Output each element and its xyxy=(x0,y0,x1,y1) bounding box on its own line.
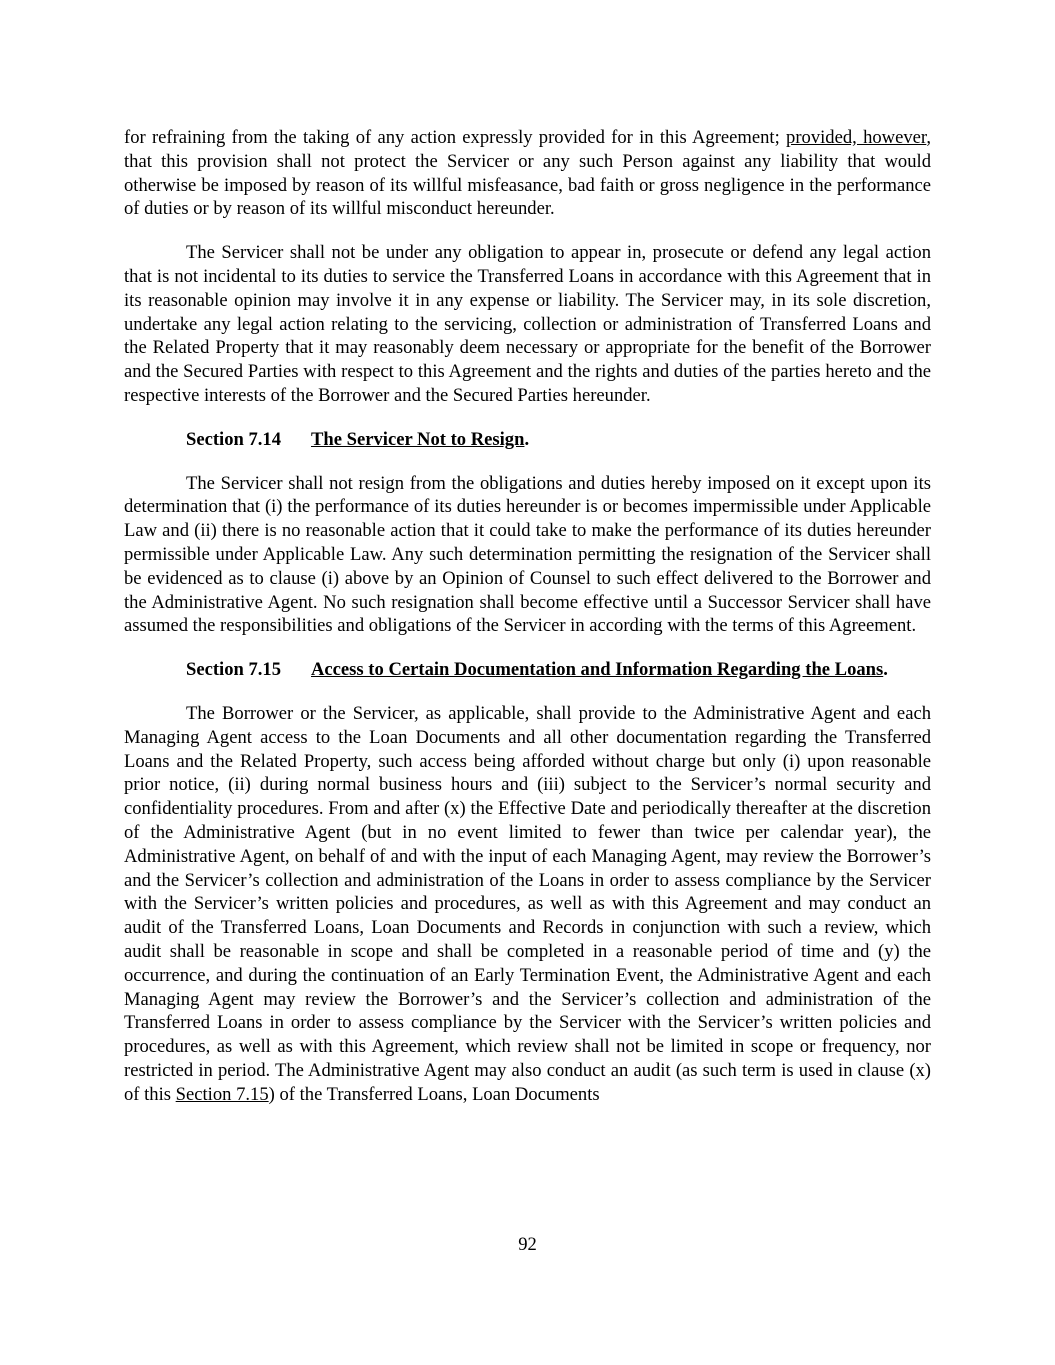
paragraph-text: for refraining from the taking of any action expressly provided for in this Agreement; xyxy=(124,127,787,148)
paragraph-servicer-not-resign: The Servicer shall not resign from the obligations and duties hereby imposed on it except upon its determination that (i) the performance of its duties hereunder is or becomes impermissible under Applicable Law and (ii) there is no reasonable action that it could take to make the performance of its duties hereunder permissible under Applicable Law. Any such determination permitting the resignation of the Servicer shall be evidenced as to clause (i) above by an Opinion of Counsel to such effect delivered to the Borrower and the Administrative Agent. No such resignation shall become effective until a Successor Servicer shall have assumed the responsibilities and obligations of the Servicer in according with the terms of this Agreement. xyxy=(124,472,931,637)
section-heading-7-14 xyxy=(124,428,931,452)
paragraph-text: , that this provision shall not protect the Servicer or any such Person against any liability that would otherwise be imposed by reason of its willful misfeasance, bad faith or gross negligence in the performance of duties or by reason of its willful misconduct hereunder. xyxy=(124,127,931,220)
section-title: The Servicer Not to Resign xyxy=(311,428,525,450)
section-heading-7-15 xyxy=(124,658,931,682)
defined-term-provided-however: provided, however xyxy=(786,127,927,148)
section-title-end: . xyxy=(524,428,530,450)
section-title: Access to Certain Documentation and Information Regarding the Loans xyxy=(311,659,884,681)
section-number: Section 7.14 xyxy=(186,428,282,450)
paragraph-access-documentation xyxy=(124,702,931,1107)
document-body xyxy=(124,126,931,1106)
section-number: Section 7.15 xyxy=(186,659,282,681)
section-reference-7-15: Section 7.15 xyxy=(175,1083,269,1105)
page-number: 92 xyxy=(518,1234,537,1255)
paragraph-text: The Borrower or the Servicer, as applicable, shall provide to the Administrative Agent and each Managing Agent access to the Loan Documents and all other documentation regarding the Transferred Loans and the Related Property, such access being afforded without charge but only (i) upon reasonable prior notice, (ii) during normal business hours and (iii) subject to the Servicer’s normal security and confidentiality procedures. From and after (x) the Effective Date and periodically thereafter at the discretion of the Administrative Agent (but in no event limited to fewer than twice per calendar year), the Administrative Agent, on behalf of and with the input of each Managing Agent, may review the Borrower’s and the Servicer’s collection and administration of the Loans in order to assess compliance by the Servicer with the Servicer’s written policies and procedures, as well as with this Agreement and may conduct an audit of the Transferred Loans, Loan Documents and Records in conjunction with such a review, which audit shall be reasonable in scope and shall be completed in a reasonable period of time and (y) the occurrence, and during the continuation of an Early Termination Event, the Administrative Agent and each Managing Agent may review the Borrower’s and the Servicer’s collection and administration of the Transferred Loans in order to assess compliance by the Servicer with the Servicer’s written policies and procedures, as well as with this Agreement, which review shall not be limited in scope or frequency, nor restricted in period. The Administrative Agent may also conduct an audit (as such term is used in clause (x) of this xyxy=(124,702,931,1105)
paragraph-servicer-legal-action: The Servicer shall not be under any obligation to appear in, prosecute or defend any legal action that is not incidental to its duties to service the Transferred Loans in accordance with this Agreement that in its reasonable opinion may involve it in any expense or liability. The Servicer may, in its sole discretion, undertake any legal action relating to the servicing, collection or administration of Transferred Loans and the Related Property that it may reasonably deem necessary or appropriate for the benefit of the Borrower and the Secured Parties with respect to this Agreement and the rights and duties of the parties hereto and the respective interests of the Borrower and the Secured Parties hereunder. xyxy=(124,242,931,406)
section-title-end: . xyxy=(883,659,888,681)
paragraph-text: ) of the Transferred Loans, Loan Documents xyxy=(268,1083,600,1105)
paragraph-continuation xyxy=(124,126,931,221)
